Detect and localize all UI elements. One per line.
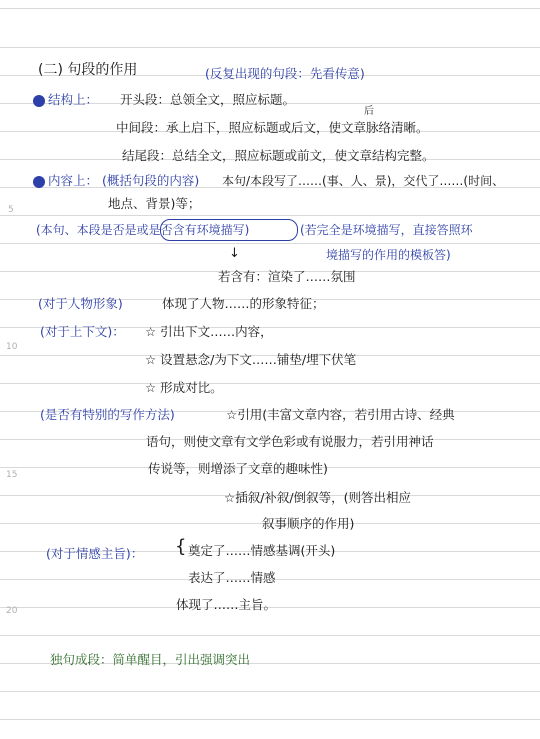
special-item-1c: 传说等，则增添了文章的趣味性) [148, 461, 328, 476]
special-item-1b: 语句，则使文章有文学色彩或有说服力，若引用神话 [146, 434, 434, 449]
bullet-dot-icon [33, 95, 45, 107]
special-item-2: ☆插叙/补叙/倒叙等，(则答出相应 [224, 490, 412, 505]
emotion-item-1: 奠定了……情感基调(开头) [188, 543, 336, 558]
ctx-item-2: ☆ 设置悬念/为下文……铺垫/埋下伏笔 [145, 352, 357, 367]
special-item-1: ☆引用(丰富文章内容，若引用古诗、经典 [226, 407, 455, 422]
struct-end: 结尾段：总结全文，照应标题或前文，使文章结构完整。 [122, 148, 435, 163]
env-highlight-box [160, 219, 298, 241]
env-note: (若完全是环境描写，直接答照环 [300, 223, 473, 237]
emotion-label: (对于情感主旨)： [46, 546, 144, 561]
structure-label: 结构上： [48, 92, 99, 107]
char-label: (对于人物形象) [38, 296, 123, 311]
margin-mark-20: 20 [6, 606, 18, 616]
content-text: 本句/本段写了……(事、人、景)，交代了……(时间、 [222, 174, 505, 188]
ctx-item-1: ☆ 引出下文……内容， [145, 324, 273, 339]
struct-middle: 中间段：承上启下，照应标题或后文，使文章脉络清晰。 [116, 120, 429, 135]
down-arrow-icon: ↓ [229, 246, 240, 261]
bullet-dot-icon [33, 176, 45, 188]
special-item-2b: 叙事顺序的作用) [262, 516, 355, 531]
special-label: (是否有特别的写作方法) [40, 407, 175, 422]
single-para: 独句成段：简单醒目，引出强调突出 [50, 652, 251, 667]
env-question: (本句、本段是否是或是否含有环境描写) [36, 223, 250, 237]
struct-open: 开头段：总领全文，照应标题。 [120, 92, 296, 107]
struct-middle-insert: 后 [364, 106, 374, 117]
margin-mark-10: 10 [6, 342, 18, 352]
env-note2: 境描写的作用的模板答) [326, 248, 451, 262]
env-contains: 若含有：渲染了……氛围 [218, 269, 356, 284]
char-text: 体现了人物……的形象特征； [162, 296, 325, 311]
emotion-item-2: 表达了……情感 [188, 570, 276, 585]
brace-icon: { [175, 536, 187, 557]
ctx-item-3: ☆ 形成对比。 [145, 380, 223, 395]
content-paren: (概括句段的内容) [102, 173, 200, 188]
margin-mark-15: 15 [6, 470, 18, 480]
content-text2: 地点、背景)等； [108, 196, 201, 211]
ctx-label: (对于上下文)： [40, 324, 125, 339]
emotion-item-3: 体现了……主旨。 [176, 597, 277, 612]
section-title: (二) 句段的作用 [38, 62, 138, 78]
note-repeat: (反复出现的句段：先看传意) [205, 66, 365, 81]
margin-mark-5: 5 [8, 205, 14, 215]
content-label: 内容上： [48, 173, 99, 188]
